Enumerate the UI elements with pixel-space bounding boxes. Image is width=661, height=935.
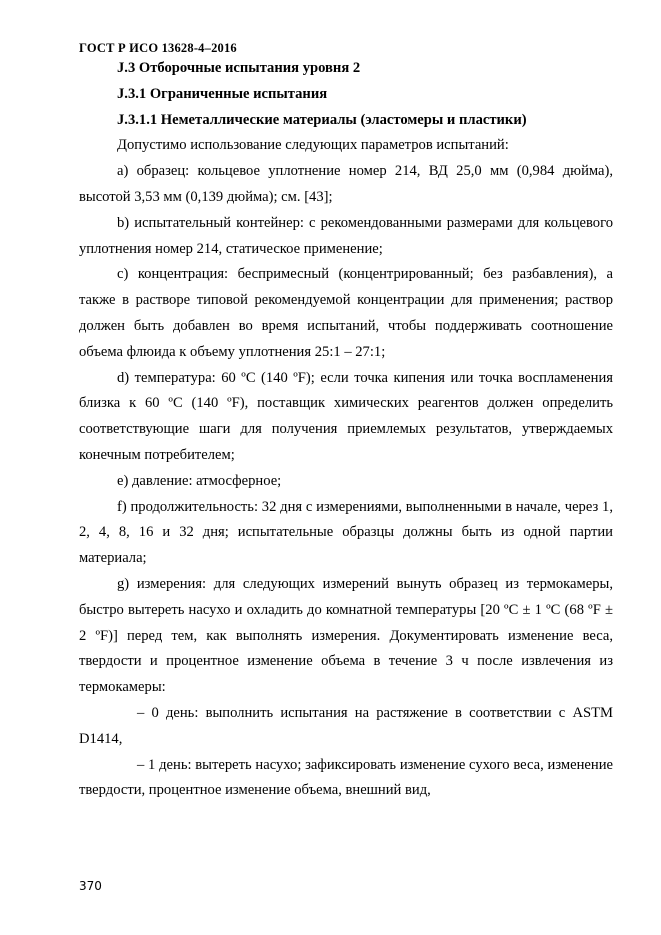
dash-item-day-0: – 0 день: выполнить испытания на растяжение в соответствии с ASTM D1414,	[79, 704, 613, 747]
list-item-f: f) продолжительность: 32 дня с измерениями, выполненными в начале, через 1, 2, 4, 8, 16 и 32 дня; испытательные образцы должны быть из одной партии материала;	[79, 498, 613, 567]
section-heading-j3-1: J.3.1 Ограниченные испытания	[117, 85, 328, 102]
list-item-b: b) испытательный контейнер: с рекомендованными размерами для кольцевого уплотнения номер 214, статическое применение;	[79, 214, 613, 257]
list-item-g: g) измерения: для следующих измерений вынуть образец из термокамеры, быстро вытереть насухо и охладить до комнатной температуры [20 ºC ± 1 ºC (68 ºF ± 2 ºF)] перед тем, как выполнять измерения. Документировать изменение веса, твердости и процентное изменение объема в течение 3 ч после извлечения из термокамеры:	[79, 575, 613, 696]
intro-paragraph: Допустимо использование следующих параметров испытаний:	[117, 137, 509, 154]
document-code-header: ГОСТ Р ИСО 13628-4–2016	[79, 41, 237, 55]
list-item-d: d) температура: 60 ºC (140 ºF); если точка кипения или точка воспламенения близка к 60 ºC (140 ºF), поставщик химических реагентов должен определить соответствующие шаги для получения приемлемых результатов, утверждаемых конечным потребителем;	[79, 369, 613, 463]
section-heading-j3-1-1: J.3.1.1 Неметаллические материалы (эластомеры и пластики)	[117, 111, 527, 128]
list-item-c: c) концентрация: беспримесный (концентрированный; без разбавления), а также в растворе типовой рекомендуемой концентрации для применения; раствор должен быть добавлен во время испытаний, чтобы поддерживать соотношение объема флюида к объему уплотнения 25:1 – 27:1;	[79, 266, 613, 360]
page-content	[79, 56, 613, 804]
page-number: 370	[79, 879, 102, 893]
list-item-a: a) образец: кольцевое уплотнение номер 214, ВД 25,0 мм (0,984 дюйма), высотой 3,53 мм (0,139 дюйма); см. [43];	[79, 163, 613, 205]
dash-item-day-1: – 1 день: вытереть насухо; зафиксировать изменение сухого веса, изменение твердости, процентное изменение объема, внешний вид,	[79, 756, 613, 799]
list-item-e: e) давление: атмосферное;	[117, 472, 282, 489]
section-heading-j3: J.3 Отборочные испытания уровня 2	[117, 60, 361, 76]
